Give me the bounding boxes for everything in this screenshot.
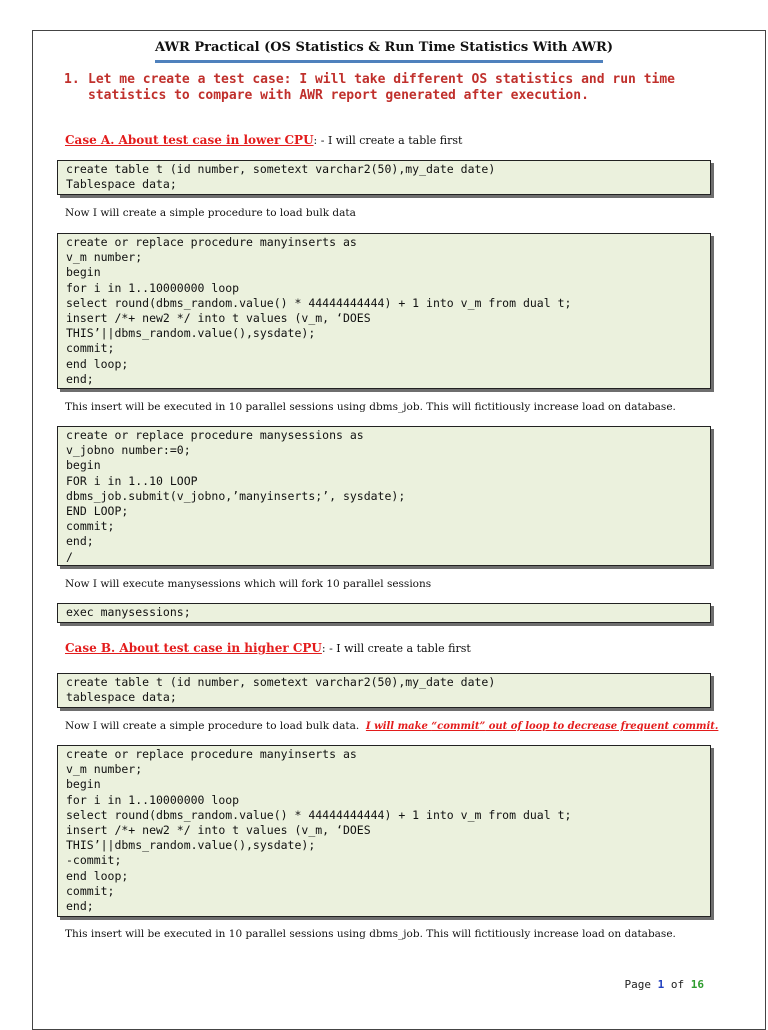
case-b-subtitle: : - I will create a table first <box>321 642 471 655</box>
title-underline <box>155 60 603 63</box>
code-text: exec manysessions; <box>66 605 191 619</box>
code-text: create or replace procedure manyinserts as v_m number; begin for i in 1..10000000 loop select round(dbms_random.value() * 44444444444) + 1 into v_m from dual t; insert /*+ new2 */ into t values (v_m, ‘DOES THIS’||dbms_random.value(),sysdate); -commit; end loop; commit; end; <box>66 747 572 914</box>
page-label: Page <box>624 978 651 991</box>
page-footer <box>625 978 705 991</box>
code-block-manysessions <box>57 426 711 566</box>
intro-text: Let me create a test case: I will take different OS statistics and run time statistics to compare with AWR report generated after execution. <box>88 72 675 103</box>
paragraph-load-bulk-a: Now I will create a simple procedure to load bulk data <box>65 207 356 219</box>
case-a-heading <box>65 133 462 147</box>
paragraph-load-bulk-b <box>65 720 718 732</box>
paragraph-parallel-a: This insert will be executed in 10 parallel sessions using dbms_job. This will fictitiously increase load on database. <box>65 401 676 413</box>
intro-item <box>64 72 724 104</box>
document-title: AWR Practical (OS Statistics & Run Time Statistics With AWR) <box>155 40 613 55</box>
case-a-title: Case A. About test case in lower CPU <box>65 133 314 147</box>
commit-note <box>366 721 718 732</box>
code-text: create or replace procedure manysessions as v_jobno number:=0; begin FOR i in 1..10 LOOP dbms_job.submit(v_jobno,’manyinserts;’, sysdate); END LOOP; commit; end; / <box>66 428 406 564</box>
intro-number: 1. <box>64 72 80 87</box>
commit-note-suffix: out of loop to decrease frequent commit. <box>485 721 719 732</box>
paragraph-parallel-b: This insert will be executed in 10 parallel sessions using dbms_job. This will fictitiously increase load on database. <box>65 928 676 940</box>
case-a-subtitle: : - I will create a table first <box>313 134 463 147</box>
code-text: create or replace procedure manyinserts as v_m number; begin for i in 1..10000000 loop select round(dbms_random.value() * 44444444444) + 1 into v_m from dual t; insert /*+ new2 */ into t values (v_m, ‘DOES THIS’||dbms_random.value(),sysdate); commit; end loop; end; <box>66 235 572 386</box>
code-block-create-table-a <box>57 160 711 195</box>
commit-note-quoted: “commit” <box>431 721 486 732</box>
paragraph-text: Now I will create a simple procedure to load bulk data. <box>65 720 360 732</box>
code-block-exec <box>57 603 711 623</box>
paragraph-execute-manysessions: Now I will execute manysessions which will fork 10 parallel sessions <box>65 578 432 590</box>
of-label: of <box>670 978 685 991</box>
total-pages-number: 16 <box>690 978 704 991</box>
code-text: create table t (id number, sometext varchar2(50),my_date date) Tablespace data; <box>66 162 496 192</box>
current-page-number: 1 <box>657 978 665 991</box>
case-b-title: Case B. About test case in higher CPU <box>65 641 322 655</box>
code-block-manyinserts-a <box>57 233 711 389</box>
case-b-heading <box>65 641 471 655</box>
code-text: create table t (id number, sometext varchar2(50),my_date date) tablespace data; <box>66 675 496 705</box>
code-block-manyinserts-b <box>57 745 711 917</box>
code-block-create-table-b <box>57 673 711 708</box>
commit-note-prefix: I will make <box>365 721 432 732</box>
